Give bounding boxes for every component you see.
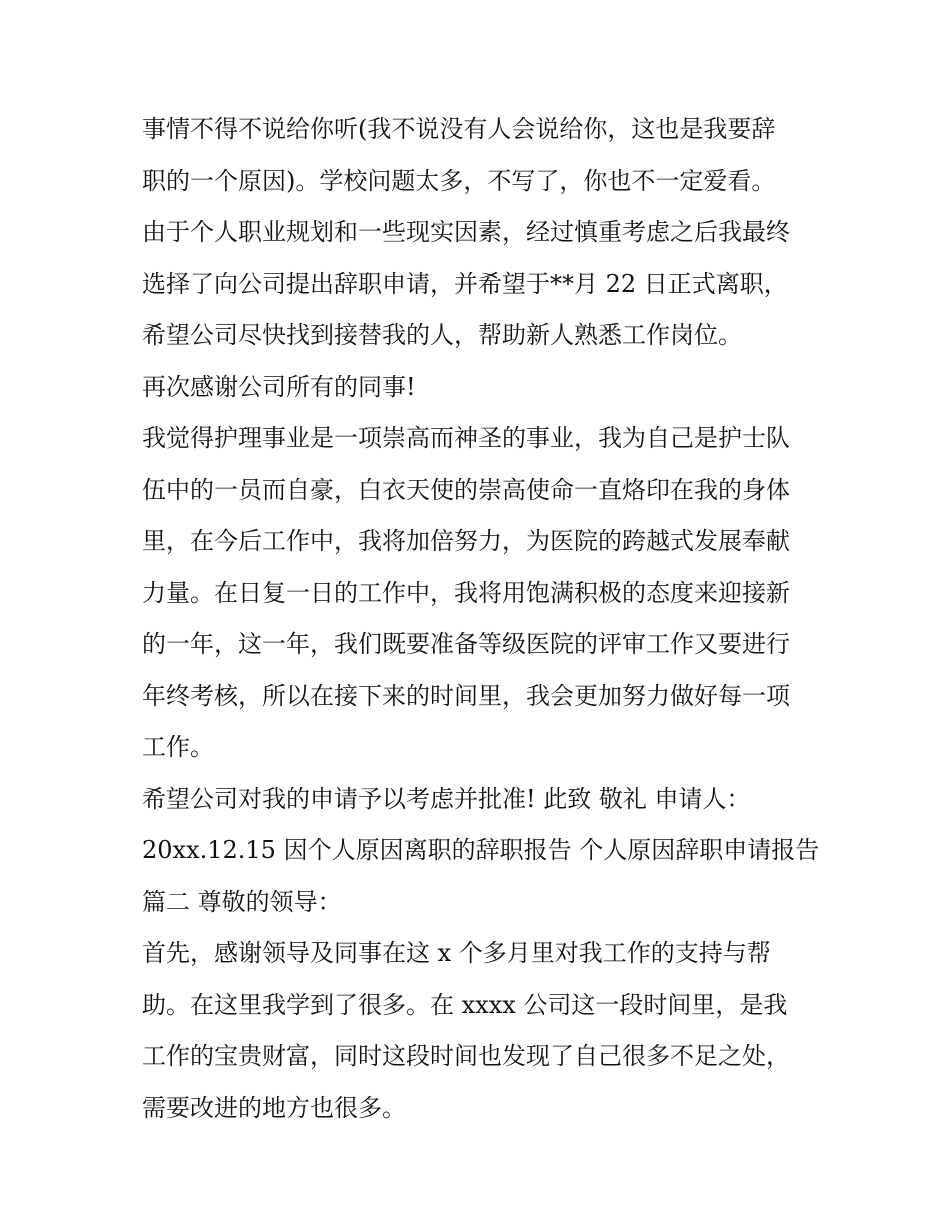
text-line: 再次感谢公司所有的同事! bbox=[142, 372, 416, 401]
text-line: 篇二 尊敬的领导： bbox=[142, 887, 342, 916]
text-line: 希望公司对我的申请予以考虑并批准! 此致 敬礼 申请人： bbox=[142, 784, 751, 813]
text-line: 年终考核，所以在接下来的时间里，我会更加努力做好每一项 bbox=[142, 681, 790, 710]
text-line: 的一年，这一年，我们既要准备等级医院的评审工作又要进行 bbox=[142, 630, 790, 658]
text-line: 职的一个原因)。学校问题太多，不写了，你也不一定爱看。 bbox=[142, 166, 776, 195]
text-line: 助。在这里我学到了很多。在 xxxx 公司这一段时间里，是我 bbox=[142, 990, 788, 1019]
text-line: 需要改进的地方也很多。 bbox=[142, 1093, 406, 1122]
text-line: 工作。 bbox=[142, 733, 214, 761]
text-line: 里，在今后工作中，我将加倍努力，为医院的跨越式发展奉献 bbox=[142, 527, 790, 555]
text-line: 伍中的一员而自豪，白衣天使的崇高使命一直烙印在我的身体 bbox=[142, 475, 790, 504]
text-line: 首先，感谢领导及同事在这 x 个多月里对我工作的支持与帮 bbox=[142, 939, 771, 967]
text-line: 事情不得不说给你听(我不说没有人会说给你，这也是我要辞 bbox=[142, 115, 776, 143]
body-text bbox=[142, 104, 842, 1134]
text-line: 我觉得护理事业是一项崇高而神圣的事业，我为自己是护士队 bbox=[142, 424, 790, 452]
text-line: 希望公司尽快找到接替我的人，帮助新人熟悉工作岗位。 bbox=[142, 321, 742, 349]
text-line: 20xx.12.15 因个人原因离职的辞职报告 个人原因辞职申请报告 bbox=[142, 836, 820, 864]
text-line: 工作的宝贵财富，同时这段时间也发现了自己很多不足之处， bbox=[142, 1042, 790, 1070]
text-line: 由于个人职业规划和一些现实因素，经过慎重考虑之后我最终 bbox=[142, 218, 790, 246]
text-line: 力量。在日复一日的工作中，我将用饱满积极的态度来迎接新 bbox=[142, 578, 790, 607]
text-line: 选择了向公司提出辞职申请，并希望于**月 22 日正式离职， bbox=[142, 269, 788, 298]
